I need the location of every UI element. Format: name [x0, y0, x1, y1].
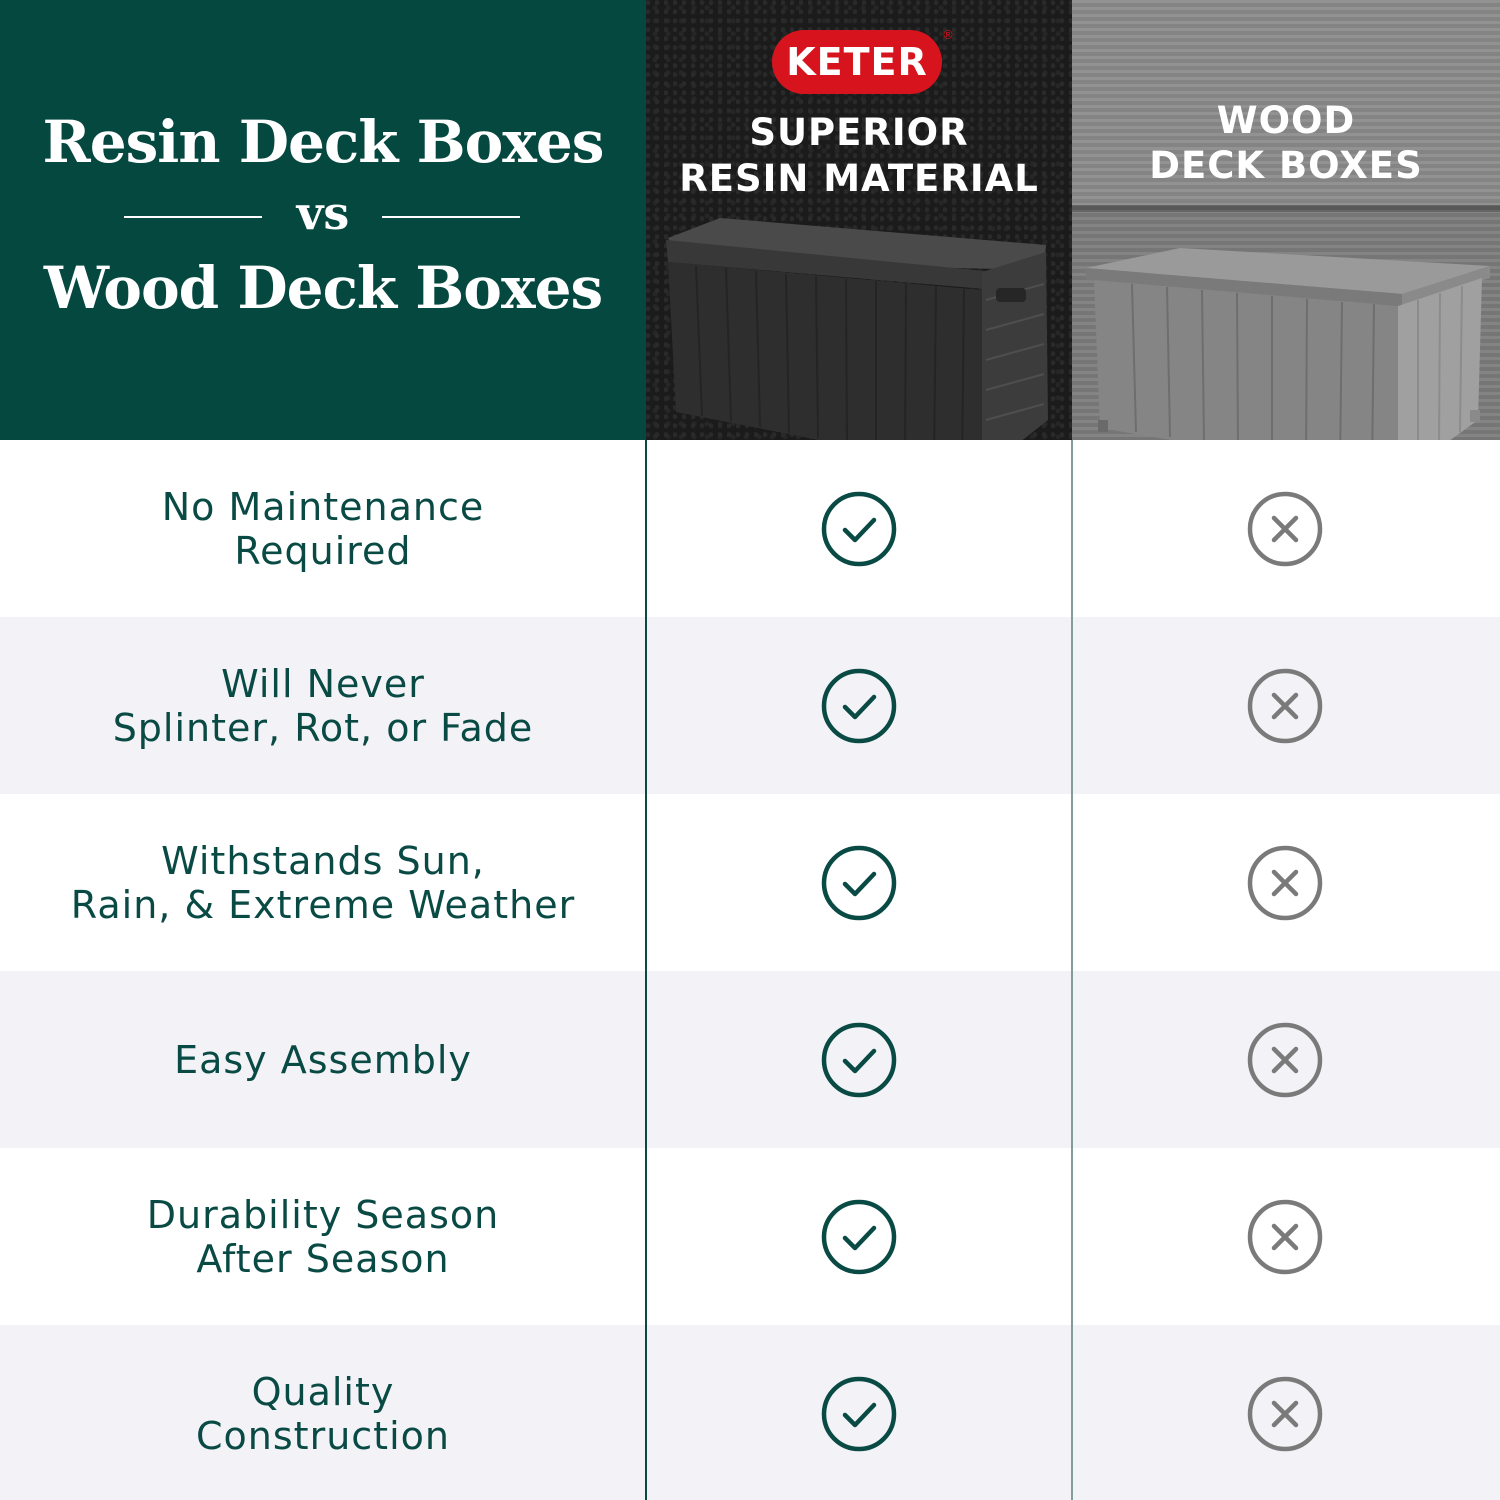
x-circle-icon: [1247, 491, 1323, 567]
keter-logo: KETER: [772, 30, 942, 94]
check-circle-icon: [821, 1376, 897, 1452]
table-row: [0, 1325, 1500, 1500]
feature-label: Withstands Sun, Rain, & Extreme Weather: [70, 838, 576, 927]
vs-rule-right: [382, 216, 520, 218]
x-circle-icon: [1247, 845, 1323, 921]
check-circle-icon: [821, 491, 897, 567]
wood-cell: [1073, 794, 1500, 971]
vs-label: vs: [296, 186, 350, 240]
vs-separator: [0, 186, 646, 246]
check-circle-icon: [821, 1199, 897, 1275]
x-circle-icon: [1247, 1022, 1323, 1098]
table-row: [0, 1148, 1500, 1325]
feature-label: Quality Construction: [196, 1369, 450, 1458]
resin-cell: [647, 617, 1071, 794]
table-row: [0, 971, 1500, 1148]
wood-cell: [1073, 971, 1500, 1148]
feature-cell: [0, 440, 646, 617]
wood-heading-line2: DECK BOXES: [1149, 144, 1423, 187]
wood-cell: [1073, 440, 1500, 617]
resin-cell: [647, 1325, 1071, 1500]
table-row: [0, 794, 1500, 971]
wood-column-header: [1072, 0, 1500, 440]
resin-cell: [647, 1148, 1071, 1325]
table-row: [0, 440, 1500, 617]
wood-cell: [1073, 617, 1500, 794]
x-circle-icon: [1247, 1199, 1323, 1275]
feature-cell: [0, 794, 646, 971]
feature-label: No Maintenance Required: [161, 484, 485, 573]
resin-deck-box-image: [646, 0, 1072, 440]
resin-cell: [647, 794, 1071, 971]
feature-cell: [0, 617, 646, 794]
check-circle-icon: [821, 845, 897, 921]
registered-mark: ®: [942, 28, 954, 42]
wood-heading-line1: WOOD: [1216, 99, 1356, 142]
resin-cell: [647, 440, 1071, 617]
wood-deck-box-image: [1072, 0, 1500, 440]
x-circle-icon: [1247, 668, 1323, 744]
feature-cell: [0, 1325, 646, 1500]
column-divider-right: [1071, 440, 1073, 1500]
resin-heading-line1: SUPERIOR: [749, 111, 969, 154]
table-row: [0, 617, 1500, 794]
resin-column-header: [646, 0, 1072, 440]
wood-cell: [1073, 1148, 1500, 1325]
title-resin: Resin Deck Boxes: [42, 108, 604, 176]
title-panel: [0, 0, 646, 440]
wood-cell: [1073, 1325, 1500, 1500]
resin-cell: [647, 971, 1071, 1148]
check-circle-icon: [821, 1022, 897, 1098]
feature-label: Durability Season After Season: [146, 1192, 500, 1281]
feature-label: Easy Assembly: [174, 1037, 472, 1082]
column-divider-left: [645, 440, 647, 1500]
x-circle-icon: [1247, 1376, 1323, 1452]
feature-cell: [0, 1148, 646, 1325]
resin-heading-line2: RESIN MATERIAL: [679, 157, 1039, 200]
feature-label: Will Never Splinter, Rot, or Fade: [112, 661, 534, 750]
title-wood: Wood Deck Boxes: [43, 254, 603, 322]
check-circle-icon: [821, 668, 897, 744]
feature-cell: [0, 971, 646, 1148]
